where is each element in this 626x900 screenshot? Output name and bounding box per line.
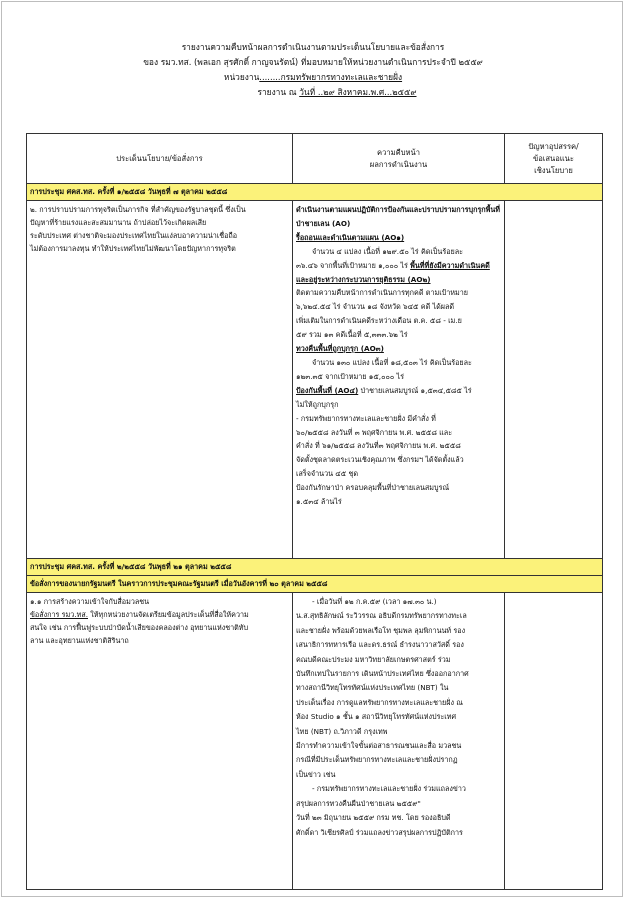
policy-text-line	[30, 608, 289, 621]
header-progress-line1: ความคืบหน้า	[377, 147, 420, 157]
report-date: วันที่ ..๒๙ สิงหาคม.พ.ศ...๒๕๕๙	[299, 87, 417, 97]
header-progress	[293, 134, 505, 184]
dept-order-text: - กรมทรัพยากรทางทะเลและชายฝั่ง มีคำสั่ง ที่	[296, 413, 436, 423]
table-row	[27, 201, 603, 559]
policy-text-line: ปัญหาที่ร้ายแรงและสะสมมานาน ถ้าปล่อยไว้จะเกิดผลเสีย	[30, 218, 207, 227]
report-header	[0, 40, 626, 100]
minister-order-label: ข้อสั่งการ รมว.ทส.	[30, 610, 88, 619]
progress-text-line: น.ส.สุทธิลักษณ์ ระวิวรรณ อธิบดีกรมทรัพยากรทางทะเล	[296, 611, 467, 621]
dept-order-text: ป้องกันรักษาป่า ครอบคลุมพื้นที่ป่าชายเลนสมบูรณ์	[296, 483, 450, 493]
table-row	[27, 593, 603, 890]
ao2-text: ๖,๖๒๔.๕๔ ไร่ จำนวน ๑๘ จังหวัด ๖๔๕ คดี ได้ผลดี	[296, 302, 455, 312]
ao2-text: ติดตามความคืบหน้าการดำเนินการทุกคดี ตามเป้าหมาย	[296, 288, 469, 298]
progress-text-line: เสนาธิการทหารเรือ และดร.ธรณ์ ธำรงนาวาสวัสดิ์ รอง	[296, 640, 464, 650]
ao3-text: จำนวน ๑๓๐ แปลง เนื้อที่ ๑๘,๕๐๓ ไร่ คิดเป็นร้อยละ	[312, 357, 472, 367]
progress-text-line: สรุปผลการทวงคืนผืนป่าชายเลน ๒๕๕๙"	[296, 798, 421, 808]
progress-text-line: และชายฝั่ง พร้อมด้วยพลเรือโท ชุมพล ลุมพิกานนท์ รอง	[296, 625, 466, 635]
header-problems-line3: เชิงนโยบาย	[534, 165, 573, 175]
policy-text-line: ระดับประเทศ ต่างชาติจะมองประเทศไทยในแง่ลบอาความน่าเชื่อถือ	[30, 231, 238, 240]
ao2-text: เพิ่มเติมในการดำเนินคดีระหว่างเดือน ต.ค. ๕๘ - เม.ย	[296, 316, 462, 326]
progress-report-table	[26, 133, 603, 890]
progress-text-line: มีการทำความเข้าใจขั้นต่อสาธารณชนและสื่อ มวลชน	[296, 741, 462, 751]
problems-cell	[505, 201, 603, 559]
progress-text-line: - กรมทรัพยากรทางทะเลและชายฝั่ง ร่วมแถลงข่าว	[312, 784, 466, 794]
dept-order-text: จัดตั้งชุดลาดตระเวนเชิงคุณภาพ ซึ่งกรมฯ ได้จัดตั้งแล้ว	[296, 455, 464, 465]
section-band-meeting-2	[27, 559, 603, 576]
section-band-meeting-1	[27, 184, 603, 201]
header-problems	[505, 134, 603, 184]
dept-order-text: ๑.๕๓๔ ล้านไร่	[296, 497, 342, 507]
progress-text-line: ไทย (NBT) ถ.วิภาวดี กรุงเทพ	[296, 726, 388, 736]
progress-text-line: ห้อง Studio ๑ ชั้น ๑ สถานีวิทยุโทรทัศน์แห่งประเทศ	[296, 712, 457, 722]
report-title-line2: ของ รมว.ทส. (พลเอก สุรศักดิ์ กาญจนรัตน์) ที่มอบหมายให้หน่วยงานดำเนินการประจำปี ๒๕๕๙	[143, 57, 483, 67]
report-title-line1: รายงานความคืบหน้าผลการดำเนินงานตามประเด็นนโยบายและข้อสั่งการ	[181, 42, 445, 52]
dept-order-text: คำสั่ง ที่ ๖๑/๒๕๕๘ ลงวันที่๓ พฤศจิกายน พ.ศ. ๒๕๕๘	[296, 441, 461, 451]
policy-text-line: ลาน และอุทยานแห่งชาติสิรินาถ	[30, 636, 129, 645]
ao1-title: รื้อถอนและดำเนินตามแผน (AO๑)	[296, 232, 405, 242]
dept-order-text: เสร็จจำนวน ๔๕ ชุด	[296, 469, 359, 479]
policy-text-line: ๑.๑ การสร้างความเข้าใจกับสื่อมวลชน	[30, 597, 150, 606]
section1-band-text: การประชุม ศคส.ทส. ครั้งที่ ๑/๒๕๕๘ วันพุธที่ ๗ ตุลาคม ๒๕๕๘	[27, 184, 603, 201]
policy-text-line: ๒. การปราบปรามการทุจริตเป็นภารกิจ ที่สำคัญของรัฐบาลชุดนี้ ซึ่งเป็น	[30, 205, 246, 214]
section2-band-text: การประชุม ศคส.ทส. ครั้งที่ ๒/๒๕๕๘ วันพุธที่ ๒๑ ตุลาคม ๒๕๕๘	[27, 559, 603, 576]
policy-text-line: ไม่ต้องการมาลงทุน ทำให้ประเทศไทยไม่พัฒนาโดยปัญหาการทุจริต	[30, 244, 236, 253]
ao1-text: จำนวน ๔ แปลง เนื้อที่ ๑๒๙.๕๐ ไร่ คิดเป็นร้อยละ	[312, 246, 464, 256]
progress-text-line: ประเด็นเรื่อง การดูแลทรัพยากรทางทะเลและชายฝั่ง ณ	[296, 697, 463, 707]
section3-band-text: ข้อสั่งการของนายกรัฐมนตรี ในคราวการประชุมคณะรัฐมนตรี เมื่อวันอังคารที่ ๒๐ ตุลาคม ๒๕๕๘	[27, 576, 603, 593]
ao1-text2a: ๓๖.๔๖ จากพื้นที่เป้าหมาย ๑,๐๐๐ ไร่	[296, 260, 411, 270]
progress-text-line: เป็นข่าว เช่น	[296, 769, 336, 779]
policy-text-line: สนใจ เช่น การฟื้นฟูระบบป่าบัดน้ำเสียของคลองต่าง อุทยานแห่งชาติทับ	[30, 623, 249, 632]
header-progress-line2: ผลการดำเนินงาน	[369, 159, 428, 169]
report-date-line	[24, 85, 626, 100]
ao4-title: ป้องกันพื้นที่ (AO๔)	[296, 385, 359, 395]
ao4-line	[296, 384, 501, 398]
header-problems-line2: ข้อเสนอแนะ	[533, 153, 574, 163]
progress-text-line: วันที่ ๒๓ มิถุนายน ๒๕๕๙ กรม ทช. โดย รองอธิบดี	[296, 813, 451, 823]
ao2-text: ๕๙ รวม ๑๓ คดีเนื้อที่ ๕,๓๓๓.๖๒ ไร่	[296, 330, 408, 340]
header-policy: ประเด็นนโยบาย/ข้อสั่งการ	[27, 134, 293, 184]
problems-cell	[505, 593, 603, 890]
progress-text-line: กรณีที่มีประเด็นทรัพยากรทางทะเลและชายฝั่งปรากฏ	[296, 755, 458, 765]
progress-text-line: บันทึกเทปในรายการ เดินหน้าประเทศไทย ซึ่งออกอากาศ	[296, 669, 469, 679]
policy-text-rest: ให้ทุกหน่วยงานจัดเตรียมข้อมูลประเด็นที่สื่อให้ความ	[88, 610, 249, 619]
agency-name: ........กรมทรัพยากรทางทะเลและชายฝั่ง	[259, 72, 403, 82]
agency-prefix: หน่วยงาน	[223, 72, 260, 82]
ao2-title: พื้นที่ที่ยังมีความดำเนินคดีและอยู่ระหว่างกระบวนการยุติธรรม (AO๒)	[296, 260, 490, 284]
progress-text-line: คณบดีคณะประมง มหาวิทยาลัยเกษตรศาสตร์ ร่วม	[296, 654, 451, 664]
section-band-pm-order	[27, 576, 603, 593]
ao4-text: ป่าชายเลนสมบูรณ์ ๑,๕๓๔,๕๘๕ ไร่	[358, 385, 472, 395]
dept-order-text: ๖๐/๒๕๕๘ ลงวันที่ ๓ พฤศจิกายน พ.ศ. ๒๕๕๘ และ	[296, 427, 453, 437]
table-header-row	[27, 134, 603, 184]
ao3-title: ทวงคืนพื้นที่ถูกบุกรุก (AO๓)	[296, 344, 384, 354]
header-problems-line1: ปัญหาอุปสรรค/	[528, 141, 579, 151]
progress-text-line: ทางสถานีวิทยุโทรทัศน์แห่งประเทศไทย (NBT) ใน	[296, 683, 449, 693]
ao1-text2	[296, 259, 501, 287]
ao4-text: ไม่ให้ถูกบุกรุก	[296, 399, 339, 409]
date-prefix: รายงาน ณ	[257, 87, 300, 97]
ao3-text: ๑๒๓.๓๕ จากเป้าหมาย ๑๕,๐๐๐ ไร่	[296, 371, 405, 381]
policy-cell	[27, 201, 293, 559]
policy-cell	[27, 593, 293, 890]
agency-line	[0, 70, 626, 85]
progress-heading: ดำเนินงานตามแผนปฏิบัติการป้องกันและปราบปรามการบุกรุกพื้นที่ป่าชายเลน (AO)	[296, 205, 501, 228]
progress-text-line: - เมื่อวันที่ ๑๒ ก.ค.๕๙ (เวลา ๑๗.๓๐ น.)	[312, 597, 437, 606]
progress-cell	[293, 593, 505, 890]
progress-cell	[293, 201, 505, 559]
progress-text-line: ศักดิ์ดา วิเชียรศิลป์ ร่วมแถลงข่าวสรุปผลการปฏิบัติการ	[296, 827, 463, 837]
